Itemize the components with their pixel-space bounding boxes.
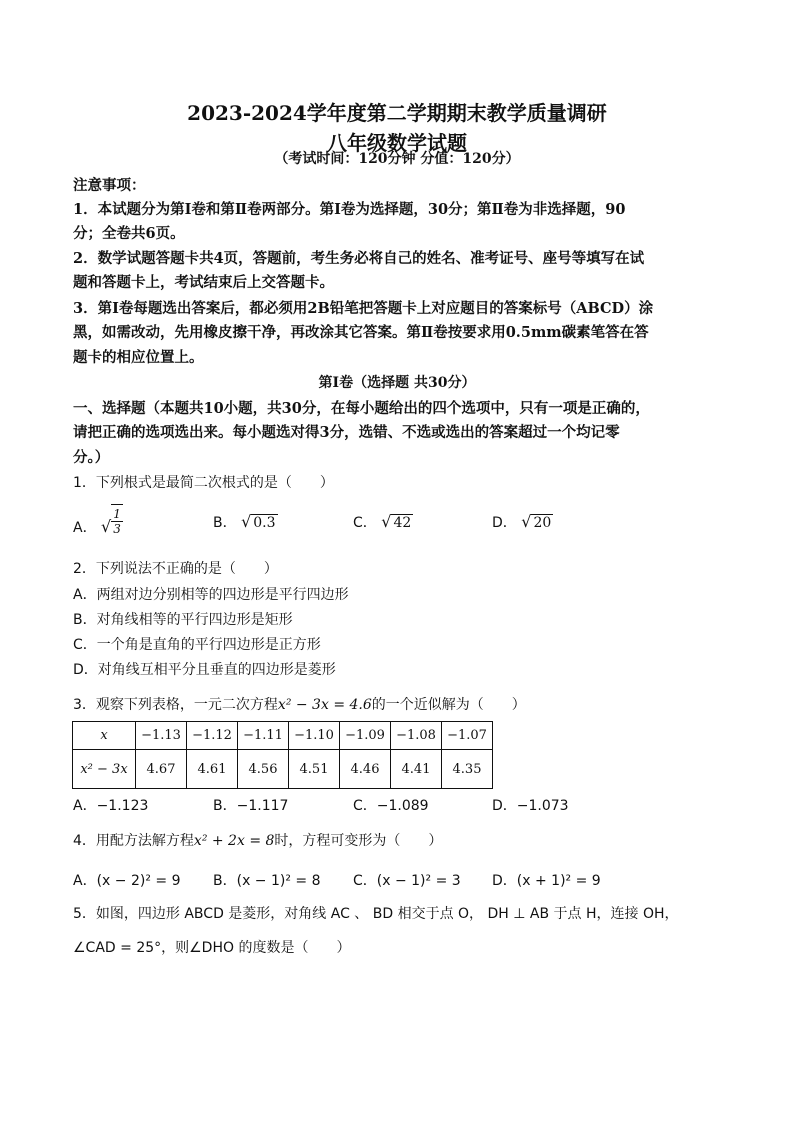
q1-a-denominator: 3: [113, 522, 121, 536]
q3-stem: [73, 694, 526, 714]
notes-heading: 注意事项：: [73, 177, 146, 194]
q2-option-b: B．对角线相等的平行四边形是矩形: [73, 612, 293, 628]
table-cell: −1.12: [187, 722, 238, 750]
table-cell: 4.61: [187, 750, 238, 789]
q4-option-c: C．(x − 1)² = 3: [353, 873, 461, 889]
table-cell: 4.46: [340, 750, 391, 789]
q1-option-b: B． √ 0.3: [213, 512, 276, 531]
table-cell: 4.51: [289, 750, 340, 789]
q1-option-c: C． √ 42: [353, 512, 412, 531]
q2-option-d: D．对角线互相平分且垂直的四边形是菱形: [73, 662, 336, 678]
sqrt-icon: √ $\frac{1}{3}$: [101, 504, 123, 536]
table-cell: 4.35: [442, 750, 493, 789]
q5-line2: ∠CAD = 25°，则∠DHO 的度数是（ ）: [73, 940, 351, 956]
section-intro-line: 分。）: [73, 449, 110, 466]
q1-b-radicand: 0.3: [253, 515, 276, 531]
q1-stem: 1．下列根式是最简二次根式的是（ ）: [73, 475, 334, 491]
note-line: 题和答题卡上，考试结束后上交答题卡。: [73, 274, 334, 291]
table-cell: −1.13: [136, 722, 187, 750]
q4-equation: x² + 2x = 8: [193, 833, 275, 849]
q3-table: [72, 721, 493, 789]
table-cell: −1.10: [289, 722, 340, 750]
q2-stem: 2．下列说法不正确的是（ ）: [73, 561, 278, 577]
q3-equation: x² − 3x = 4.6: [277, 697, 372, 713]
note-line: 分；全卷共6页。: [73, 225, 185, 242]
q1-d-radicand: 20: [533, 515, 552, 531]
q1-option-d: D． √ 20: [492, 512, 552, 531]
table-cell: −1.11: [238, 722, 289, 750]
q1-option-b-label: B．: [213, 515, 237, 531]
q4-option-d: D．(x + 1)² = 9: [492, 873, 601, 889]
table-cell: 4.41: [391, 750, 442, 789]
q3-option-c: C．−1.089: [353, 798, 429, 814]
table-cell: 4.67: [136, 750, 187, 789]
note-line: 2．数学试题答题卡共4页，答题前，考生务必将自己的姓名、准考证号、座号等填写在试: [73, 250, 645, 267]
q4-option-a: A．(x − 2)² = 9: [73, 873, 181, 889]
q1-option-a-label: A．: [73, 520, 97, 536]
q2-option-a: A．两组对边分别相等的四边形是平行四边形: [73, 587, 349, 603]
table-cell: −1.07: [442, 722, 493, 750]
note-line: 1．本试题分为第Ⅰ卷和第Ⅱ卷两部分。第Ⅰ卷为选择题，30分；第Ⅱ卷为非选择题，90: [73, 201, 626, 218]
table-cell: −1.08: [391, 722, 442, 750]
table-cell: −1.09: [340, 722, 391, 750]
table-cell: 4.56: [238, 750, 289, 789]
q1-option-d-label: D．: [492, 515, 517, 531]
q4-stem-post: 时，方程可变形为（ ）: [274, 833, 443, 849]
section-title: 第Ⅰ卷（选择题 共30分）: [318, 375, 476, 391]
exam-info: （考试时间：120分钟 分值：120分）: [274, 151, 520, 167]
exam-subtitle: 八年级数学试题: [327, 131, 467, 155]
exam-title: 2023-2024学年度第二学期期末教学质量调研: [187, 101, 607, 125]
section-intro-line: 一、选择题（本题共10小题，共30分，在每小题给出的四个选项中，只有一项是正确的，: [73, 400, 650, 417]
q4-stem-pre: 4．用配方法解方程: [73, 833, 194, 849]
section-intro-line: 请把正确的选项选出来。每小题选对得3分，选错、不选或选出的答案超过一个均记零: [73, 424, 620, 441]
note-line: 题卡的相应位置上。: [73, 349, 204, 366]
q1-option-a: [73, 504, 123, 537]
q4-option-b: B．(x − 1)² = 8: [213, 873, 321, 889]
q1-option-c-label: C．: [353, 515, 377, 531]
q1-a-numerator: 1: [113, 507, 121, 521]
q3-option-d: D．−1.073: [492, 798, 569, 814]
q1-c-radicand: 42: [393, 515, 412, 531]
note-line: 3．第Ⅰ卷每题选出答案后，都必须用2B铅笔把答题卡上对应题目的答案标号（ABCD）涂: [73, 300, 654, 317]
q2-option-c: C．一个角是直角的平行四边形是正方形: [73, 637, 321, 653]
table-header-fx: x² − 3x: [73, 750, 136, 789]
q3-stem-pre: 3．观察下列表格，一元二次方程: [73, 697, 278, 713]
table-header-x: x: [73, 722, 136, 750]
q4-stem: [73, 830, 442, 850]
q5-line1: 5．如图，四边形 ABCD 是菱形，对角线 AC 、 BD 相交于点 O， DH ⊥ AB 于点 H，连接 OH，: [73, 906, 679, 922]
q3-stem-post: 的一个近似解为（ ）: [371, 697, 526, 713]
q3-option-b: B．−1.117: [213, 798, 289, 814]
q3-option-a: A．−1.123: [73, 798, 149, 814]
note-line: 黑，如需改动，先用橡皮擦干净，再改涂其它答案。第Ⅱ卷按要求用0.5mm碳素笔答在答: [73, 324, 649, 341]
